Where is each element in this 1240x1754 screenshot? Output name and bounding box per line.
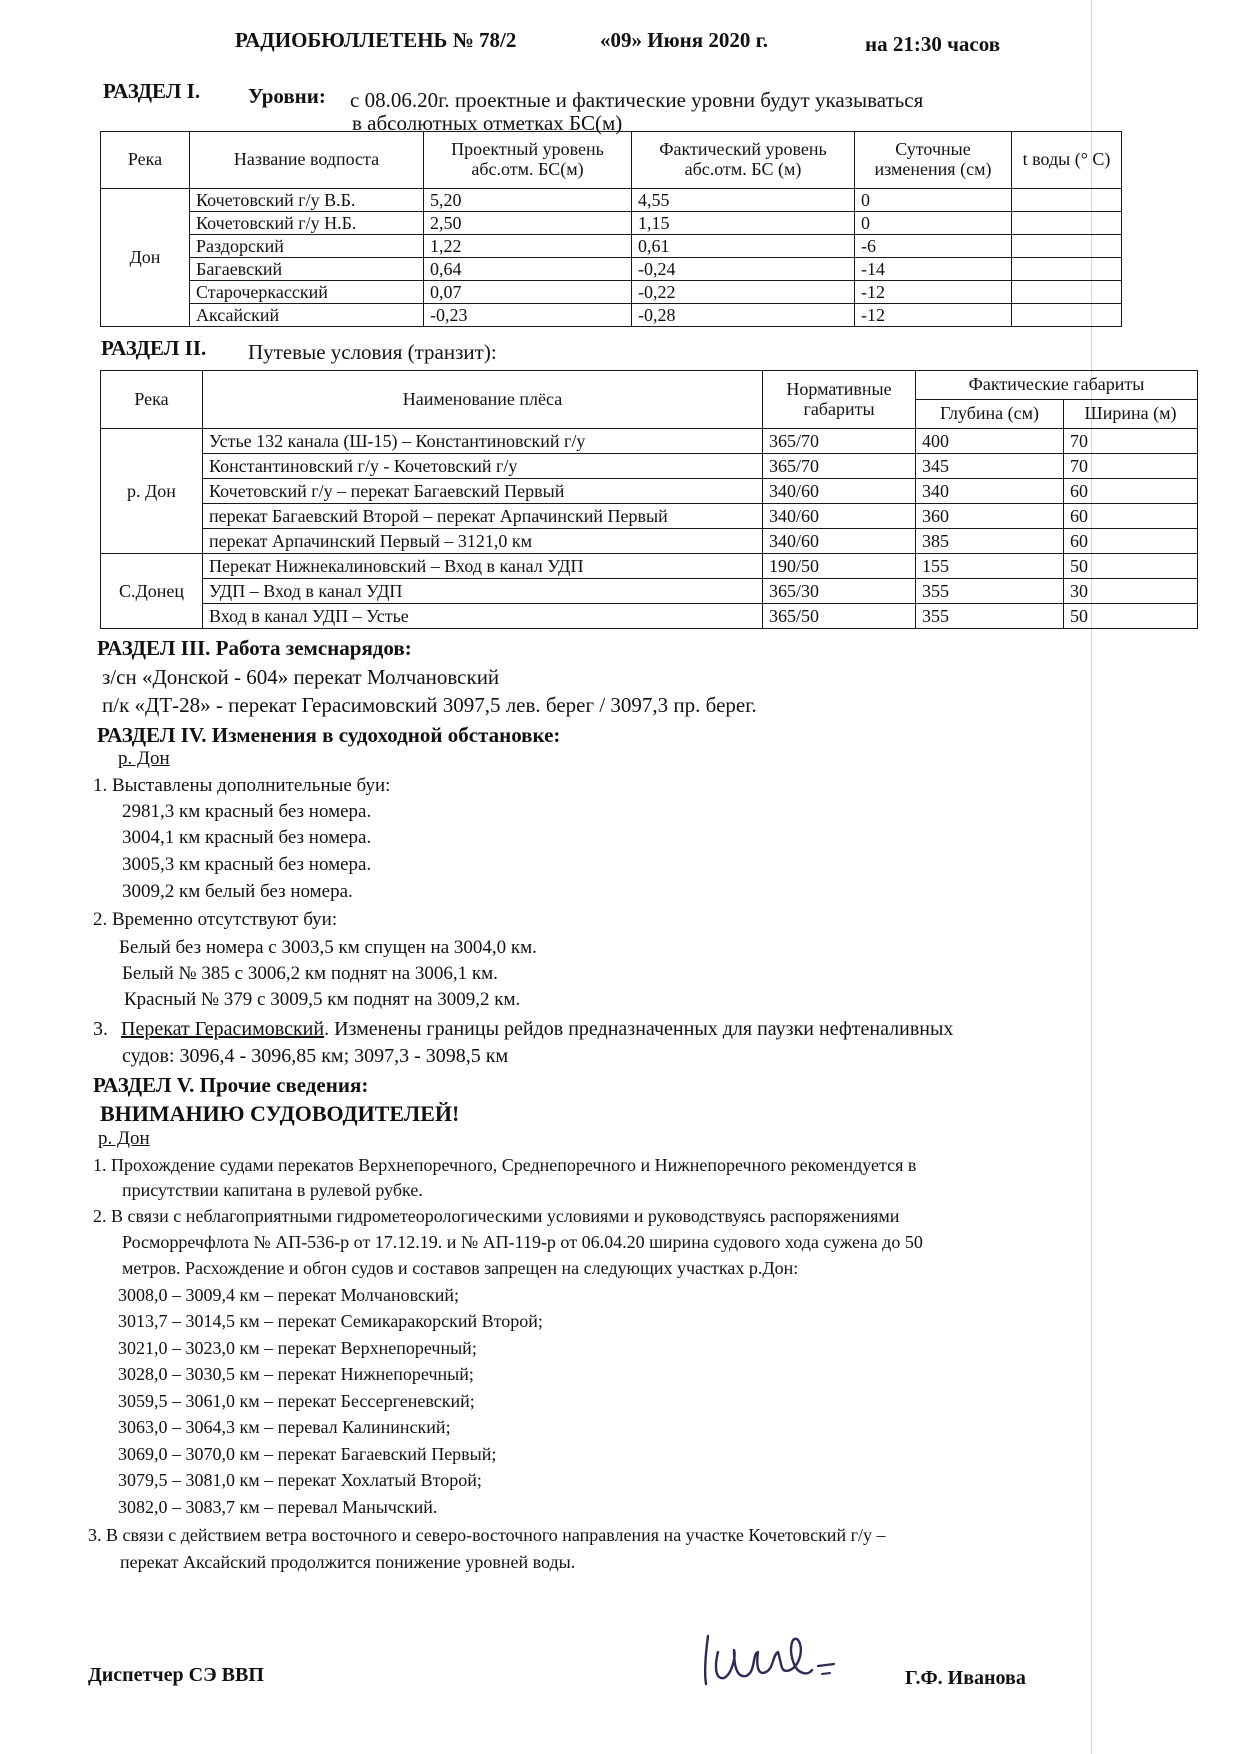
list-item: 3021,0 – 3023,0 км – перекат Верхнепоречный;: [118, 1338, 477, 1358]
water-temp-cell: [1012, 258, 1122, 281]
normative-cell: 365/50: [763, 604, 916, 629]
section5-item3-line2: перекат Аксайский продолжится понижение уровней воды.: [120, 1552, 576, 1572]
col-actual-level: Фактический уровень абс.отм. БС (м): [632, 132, 855, 189]
section5-river: р. Дон: [98, 1128, 150, 1149]
bulletin-title: РАДИОБЮЛЛЕТЕНЬ № 78/2: [235, 28, 517, 52]
list-item: Белый № 385 с 3006,2 км поднят на 3006,1 км.: [122, 963, 498, 984]
daily-change-cell: -12: [855, 304, 1012, 327]
table-row: [101, 212, 1122, 235]
attention-heading: ВНИМАНИЮ СУДОВОДИТЕЛЕЙ!: [100, 1101, 460, 1126]
section4-item3-line2: судов: 3096,4 - 3096,85 км; 3097,3 - 3098,5 км: [122, 1045, 509, 1067]
width-cell: 60: [1064, 479, 1198, 504]
list-item: 3013,7 – 3014,5 км – перекат Семикаракорский Второй;: [118, 1311, 543, 1331]
section3-heading: РАЗДЕЛ III. Работа земснарядов:: [97, 636, 412, 660]
daily-change-cell: -6: [855, 235, 1012, 258]
col-river: Река: [101, 371, 203, 429]
width-cell: 60: [1064, 504, 1198, 529]
post-name-cell: Кочетовский г/у Н.Б.: [190, 212, 424, 235]
design-level-cell: 1,22: [424, 235, 632, 258]
section5-item1-line1: 1. Прохождение судами перекатов Верхнепоречного, Среднепоречного и Нижнепоречного рекомендуется в: [93, 1155, 917, 1175]
col-stretch: Наименование плёса: [203, 371, 763, 429]
daily-change-cell: 0: [855, 212, 1012, 235]
table-row: [101, 258, 1122, 281]
section4-item2-title: 2. Временно отсутствуют буи:: [93, 909, 338, 930]
section4-river: р. Дон: [118, 748, 170, 769]
depth-cell: 340: [916, 479, 1064, 504]
normative-cell: 340/60: [763, 479, 916, 504]
depth-cell: 355: [916, 579, 1064, 604]
depth-cell: 360: [916, 504, 1064, 529]
post-name-cell: Багаевский: [190, 258, 424, 281]
width-cell: 70: [1064, 429, 1198, 454]
section1-heading: РАЗДЕЛ I.: [103, 79, 201, 103]
col-design-level: Проектный уровень абс.отм. БС(м): [424, 132, 632, 189]
daily-change-cell: -12: [855, 281, 1012, 304]
normative-cell: 365/30: [763, 579, 916, 604]
depth-cell: 385: [916, 529, 1064, 554]
section4-heading: РАЗДЕЛ IV. Изменения в судоходной обстановке:: [97, 723, 561, 747]
water-temp-cell: [1012, 304, 1122, 327]
depth-cell: 345: [916, 454, 1064, 479]
stretch-cell: перекат Арпачинский Первый – 3121,0 км: [203, 529, 763, 554]
normative-cell: 365/70: [763, 429, 916, 454]
list-item: 3059,5 – 3061,0 км – перекат Бессергеневский;: [118, 1391, 475, 1411]
water-levels-table: [100, 131, 1122, 327]
list-item: 3069,0 – 3070,0 км – перекат Багаевский Первый;: [118, 1444, 497, 1464]
width-cell: 30: [1064, 579, 1198, 604]
section3-line: п/к «ДТ-28» - перекат Герасимовский 3097,5 лев. берег / 3097,3 пр. берег.: [102, 693, 757, 717]
section5-item1-line2: присутствии капитана в рулевой рубке.: [122, 1180, 423, 1200]
water-temp-cell: [1012, 189, 1122, 212]
table-row: [101, 504, 1198, 529]
table-row: [101, 579, 1198, 604]
section3-line: з/сн «Донской - 604» перекат Молчановский: [102, 665, 500, 689]
river-name-cell: Дон: [101, 189, 190, 327]
section4-item3-number: 3.: [93, 1018, 108, 1040]
col-normative: Нормативные габариты: [763, 371, 916, 429]
section1-note-line2: в абсолютных отметках БС(м): [352, 111, 623, 135]
list-item: 2981,3 км красный без номера.: [122, 801, 372, 822]
section4-item3-text: . Изменены границы рейдов предназначенных для паузки нефтеналивных: [324, 1018, 954, 1040]
dispatcher-name: Г.Ф. Иванова: [905, 1667, 1026, 1689]
actual-level-cell: -0,22: [632, 281, 855, 304]
stretch-cell: Константиновский г/у - Кочетовский г/у: [203, 454, 763, 479]
section5-item3-line1: 3. В связи с действием ветра восточного и северо-восточного направления на участке Кочетовский г/у –: [88, 1525, 886, 1545]
water-temp-cell: [1012, 281, 1122, 304]
list-item: 3009,2 км белый без номера.: [122, 881, 353, 902]
stretch-cell: Кочетовский г/у – перекат Багаевский Первый: [203, 479, 763, 504]
actual-level-cell: 4,55: [632, 189, 855, 212]
table-row: [101, 429, 1198, 454]
list-item: Белый без номера с 3003,5 км спущен на 3004,0 км.: [119, 937, 537, 958]
table-row: [101, 454, 1198, 479]
list-item: 3005,3 км красный без номера.: [122, 854, 372, 875]
post-name-cell: Кочетовский г/у В.Б.: [190, 189, 424, 212]
normative-cell: 340/60: [763, 504, 916, 529]
section4-item3-place: Перекат Герасимовский: [121, 1018, 325, 1040]
post-name-cell: Аксайский: [190, 304, 424, 327]
table-row: [101, 554, 1198, 579]
design-level-cell: 0,07: [424, 281, 632, 304]
stretch-cell: Устье 132 канала (Ш-15) – Константиновский г/у: [203, 429, 763, 454]
normative-cell: 190/50: [763, 554, 916, 579]
design-level-cell: 5,20: [424, 189, 632, 212]
col-actual-dimensions: Фактические габариты: [916, 371, 1198, 400]
dispatcher-position: Диспетчер СЭ ВВП: [88, 1664, 264, 1686]
design-level-cell: -0,23: [424, 304, 632, 327]
table-row: [101, 189, 1122, 212]
list-item: 3079,5 – 3081,0 км – перекат Хохлатый Второй;: [118, 1470, 482, 1490]
width-cell: 50: [1064, 604, 1198, 629]
list-item: 3082,0 – 3083,7 км – перевал Манычский.: [118, 1497, 438, 1517]
section5-item2-line3: метров. Расхождение и обгон судов и составов запрещен на следующих участках р.Дон:: [122, 1258, 799, 1278]
stretch-cell: Перекат Нижнекалиновский – Вход в канал УДП: [203, 554, 763, 579]
stretch-cell: УДП – Вход в канал УДП: [203, 579, 763, 604]
bulletin-time: на 21:30 часов: [865, 32, 1001, 56]
transit-conditions-table: [100, 370, 1198, 629]
signature-icon: [700, 1626, 850, 1696]
section2-heading: РАЗДЕЛ II.: [101, 336, 207, 360]
section5-item2-line2: Росморречфлота № АП-536-р от 17.12.19. и № АП-119-р от 06.04.20 ширина судового хода сужена до 50: [122, 1232, 923, 1252]
width-cell: 60: [1064, 529, 1198, 554]
section1-note-line1: с 08.06.20г. проектные и фактические уровни будут указываться: [350, 88, 924, 112]
list-item: 3028,0 – 3030,5 км – перекат Нижнепоречный;: [118, 1364, 474, 1384]
table-row: [101, 529, 1198, 554]
water-temp-cell: [1012, 235, 1122, 258]
depth-cell: 155: [916, 554, 1064, 579]
stretch-cell: перекат Багаевский Второй – перекат Арпачинский Первый: [203, 504, 763, 529]
design-level-cell: 0,64: [424, 258, 632, 281]
river-name-cell: р. Дон: [101, 429, 203, 554]
depth-cell: 355: [916, 604, 1064, 629]
transit-header-row: [101, 371, 1198, 400]
section4-item1-title: 1. Выставлены дополнительные буи:: [93, 775, 391, 796]
col-post-name: Название водпоста: [190, 132, 424, 189]
section2-title: Путевые условия (транзит):: [248, 340, 497, 364]
river-name-cell: С.Донец: [101, 554, 203, 629]
list-item: 3063,0 – 3064,3 км – перевал Калининский;: [118, 1417, 451, 1437]
actual-level-cell: 1,15: [632, 212, 855, 235]
list-item: 3004,1 км красный без номера.: [122, 827, 372, 848]
section1-levels-label: Уровни:: [248, 84, 326, 108]
width-cell: 70: [1064, 454, 1198, 479]
section5-heading: РАЗДЕЛ V. Прочие сведения:: [93, 1073, 369, 1097]
col-daily-change: Суточные изменения (см): [855, 132, 1012, 189]
stretch-cell: Вход в канал УДП – Устье: [203, 604, 763, 629]
actual-level-cell: -0,28: [632, 304, 855, 327]
daily-change-cell: -14: [855, 258, 1012, 281]
table-row: [101, 604, 1198, 629]
table-row: [101, 479, 1198, 504]
list-item: Красный № 379 с 3009,5 км поднят на 3009,2 км.: [124, 989, 521, 1010]
col-depth: Глубина (см): [916, 400, 1064, 429]
col-river: Река: [101, 132, 190, 189]
normative-cell: 365/70: [763, 454, 916, 479]
normative-cell: 340/60: [763, 529, 916, 554]
table-row: [101, 235, 1122, 258]
section5-item2-line1: 2. В связи с неблагоприятными гидрометеорологическими условиями и руководствуясь распоряжениями: [93, 1206, 900, 1226]
table-row: [101, 304, 1122, 327]
design-level-cell: 2,50: [424, 212, 632, 235]
post-name-cell: Раздорский: [190, 235, 424, 258]
water-temp-cell: [1012, 212, 1122, 235]
actual-level-cell: -0,24: [632, 258, 855, 281]
bulletin-date: «09» Июня 2020 г.: [600, 28, 769, 52]
daily-change-cell: 0: [855, 189, 1012, 212]
handwritten-signature: [700, 1626, 850, 1696]
section4-item3: [93, 1018, 953, 1041]
post-name-cell: Старочеркасский: [190, 281, 424, 304]
width-cell: 50: [1064, 554, 1198, 579]
actual-level-cell: 0,61: [632, 235, 855, 258]
col-width: Ширина (м): [1064, 400, 1198, 429]
col-water-temp: t воды (° С): [1012, 132, 1122, 189]
water-levels-header-row: [101, 132, 1122, 189]
list-item: 3008,0 – 3009,4 км – перекат Молчановский;: [118, 1285, 459, 1305]
table-row: [101, 281, 1122, 304]
depth-cell: 400: [916, 429, 1064, 454]
